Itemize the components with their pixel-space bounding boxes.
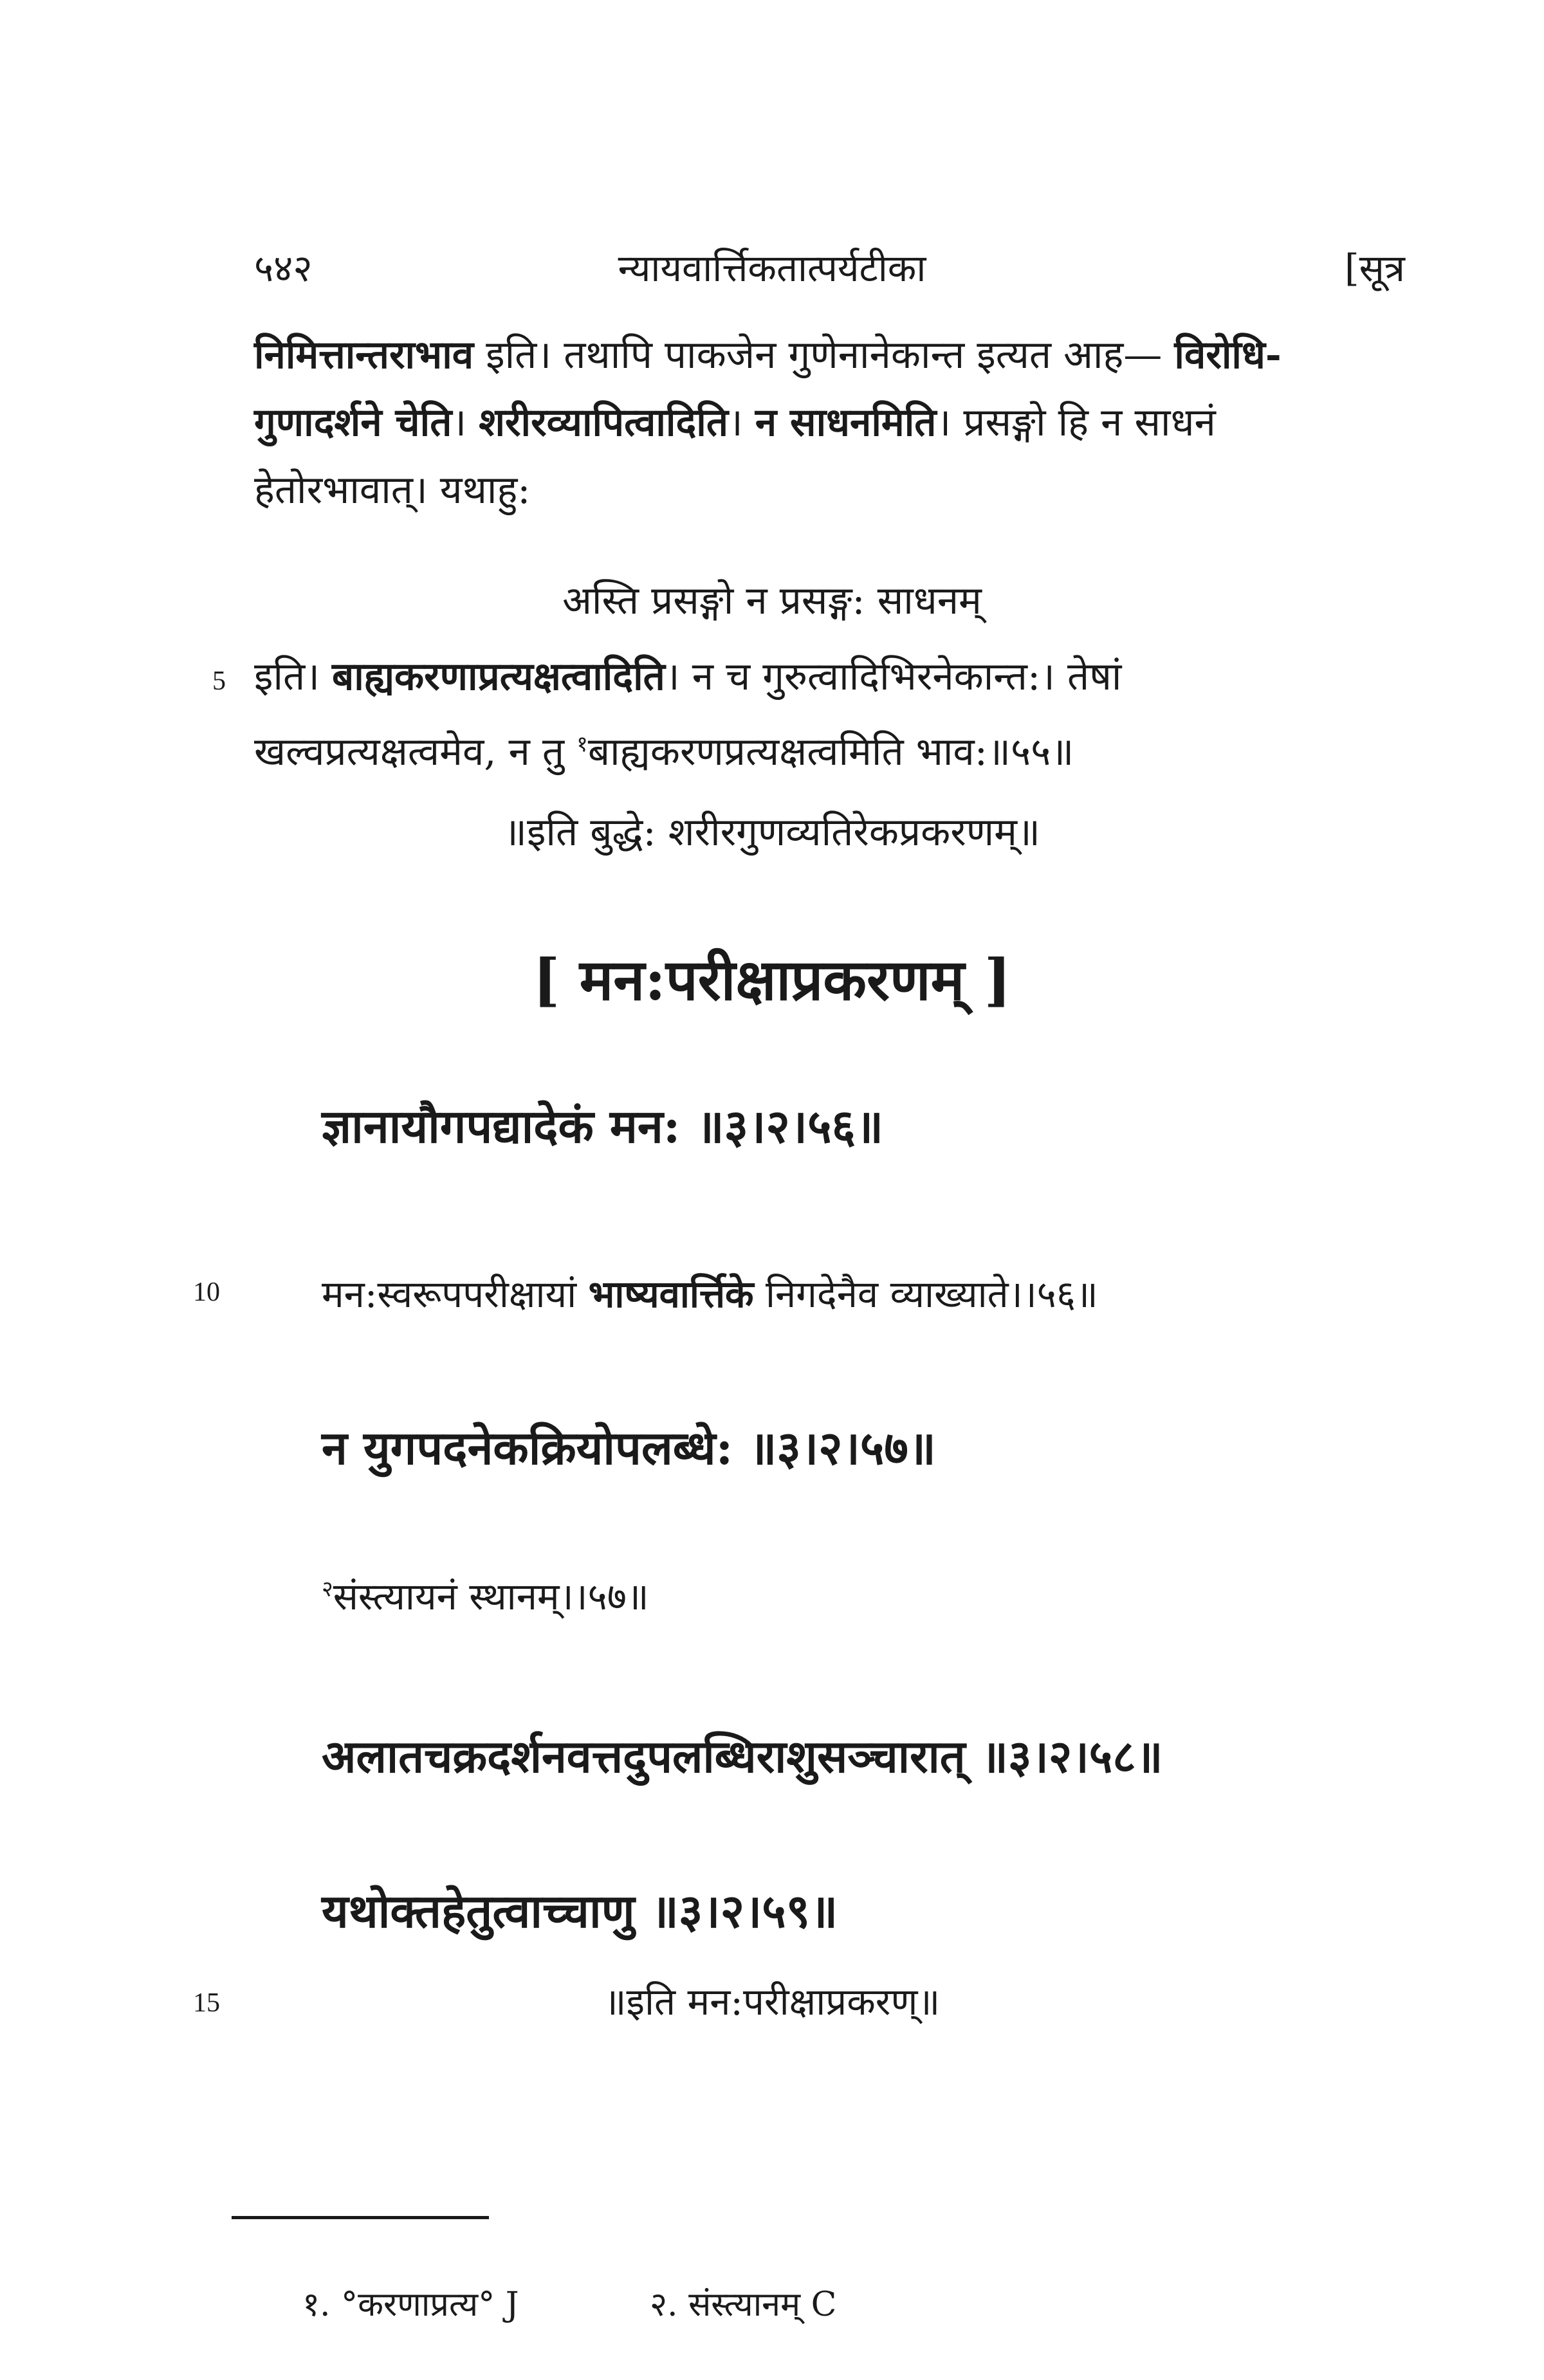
- lemma: निमित्तान्तराभाव: [254, 333, 474, 378]
- footnote-2: २. संस्त्यानम् C: [650, 2285, 837, 2324]
- text: मन:स्वरूपपरीक्षायां: [322, 1272, 589, 1316]
- sutra-58: अलातचक्रदर्शनवत्तदुपलब्धिराशुसञ्चारात् ॥३।२।५८॥: [322, 1730, 1163, 1783]
- text: निगदेनैव व्याख्याते।।५६॥: [753, 1272, 1098, 1316]
- text: ।: [452, 400, 479, 445]
- para1-line-1: [254, 322, 1451, 389]
- sutra-56: ज्ञानायौगपद्यादेकं मन: ॥३।२।५६॥: [322, 1099, 884, 1153]
- section-title: [ मन:परीक्षाप्रकरणम् ]: [533, 946, 1011, 1013]
- para2-line-1: [254, 643, 1451, 711]
- colophon-buddhi: ॥इति बुद्धे: शरीरगुणव्यतिरेकप्रकरणम्॥: [504, 810, 1040, 855]
- text: इति। तथापि पाकजेन गुणेनानेकान्त इत्यत आह—: [473, 333, 1175, 378]
- quotation: अस्ति प्रसङ्गो न प्रसङ्ग: साधनम्: [562, 578, 982, 623]
- lemma: न साधनमिति: [755, 400, 937, 445]
- lemma: बाह्यकरणाप्रत्यक्षत्वादिति: [332, 654, 665, 699]
- lemma: शरीरव्यापित्वादिति: [479, 400, 729, 445]
- text: संस्त्यायनं स्थानम्।।५७॥: [333, 1575, 649, 1618]
- text: खल्वप्रत्यक्षत्वमेव, न तु: [254, 729, 577, 774]
- sutra-57: न युगपदनेकक्रियोपलब्धे: ॥३।२।५७॥: [322, 1420, 936, 1475]
- line-number-5: 5: [212, 666, 226, 696]
- page-number: ५४२: [254, 246, 313, 290]
- lemma: भाष्यवार्त्तिके: [588, 1272, 754, 1316]
- footnote-ref-2: २: [322, 1576, 333, 1602]
- text: । न च गुरुत्वादिभिरनेकान्त:। तेषां: [665, 654, 1122, 699]
- sutra-59: यथोक्तहेतुत्वाच्चाणु ॥३।२।५९॥: [322, 1883, 838, 1938]
- running-title: न्यायवार्त्तिकतात्पर्यटीका: [618, 246, 926, 290]
- footnote-rule: [232, 2216, 489, 2219]
- para2-line-2: [254, 711, 1451, 786]
- colophon-manas: ॥इति मन:परीक्षाप्रकरण्॥: [603, 1980, 941, 2024]
- para1-line-2: [254, 389, 1451, 457]
- footnote-ref-1: १: [576, 731, 588, 757]
- lemma: विरोधि-: [1174, 333, 1282, 378]
- footnote-1: १. °करणाप्रत्य° J: [302, 2285, 519, 2324]
- commentary-57: [322, 1570, 649, 1620]
- line-number-10: 10: [193, 1277, 220, 1307]
- section-marker: [सूत्र: [1345, 246, 1405, 290]
- commentary-56: [322, 1267, 1098, 1318]
- text: बाह्यकरणप्रत्यक्षत्वमिति भाव:॥५५॥: [587, 729, 1074, 774]
- para1-line-3: हेतोरभावात्। यथाहु:: [254, 468, 531, 513]
- text: ।: [728, 400, 755, 445]
- paragraph-1: [254, 322, 1451, 524]
- line-number-15: 15: [193, 1988, 220, 2018]
- lemma: गुणादर्शने चेति: [254, 400, 452, 445]
- text: इति।: [254, 654, 333, 699]
- text: । प्रसङ्गो हि न साधनं: [936, 400, 1216, 445]
- paragraph-2: [254, 643, 1451, 786]
